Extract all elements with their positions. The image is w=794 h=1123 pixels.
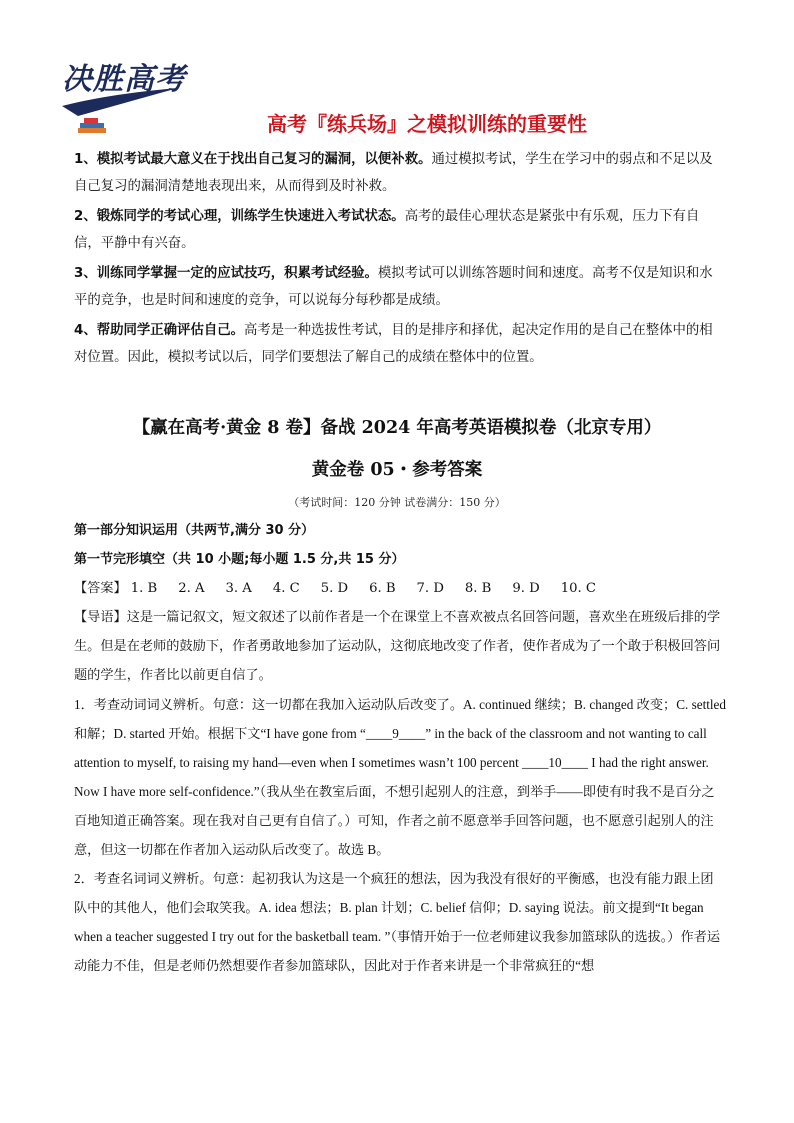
explanation-q1: 1．考查动词词义辨析。句意：这一切都在我加入运动队后改变了。A. continued 继续；B. changed 改变；C. settled 和解；D. started 开始。根据下文“I have gone from “____9____” in the back of the classroom and not wanting to call attention to myself, to raising my hand—even when I sometimes wasn’t 100 percent ____10____ I had the right answer. Now I have more self-confidence.”（我从坐在教室后面，不想引起别人的注意，到举手——即使有时我不是百分之百地知道正确答案。现在我对自己更有自信了。）可知，作者之前不愿意举手回答问题，也不愿意引起别人的注意，但这一切都在作者加入运动队后改变了。故选 B。 [74,697,727,857]
answer-item: 1. B [130,581,158,596]
answer-item: 10. C [560,581,596,596]
answer-item: 8. B [464,581,492,596]
section1-heading: 第一节完形填空（共 10 小题;每小题 1.5 分,共 15 分） [74,552,405,567]
answer-item: 3. A [225,581,252,596]
answer-item: 7. D [416,581,444,596]
paper-title: 【赢在高考·黄金 8 卷】备战 2024 年高考英语模拟卷（北京专用） [132,418,662,438]
intro-item: 3、训练同学掌握一定的应试技巧，积累考试经验。模拟考试可以训练答题时间和速度。高考不仅是知识和水平的竞争，也是时间和速度的竞争，可以说每分每秒都是成绩。 [74,266,713,308]
answer-key [74,574,726,603]
intro-item: 4、帮助同学正确评估自己。高考是一种选拔性考试，目的是排序和择优，起决定作用的是自己在整体中的相对位置。因此，模拟考试以后，同学们要想法了解自己的成绩在整体中的位置。 [74,323,713,365]
answer-item: 2. A [178,581,205,596]
logo-text: 决胜高考 [62,62,186,97]
intro-item: 2、锻炼同学的考试心理，训练学生快速进入考试状态。高考的最佳心理状态是紧张中有乐观，压力下有自信，平静中有兴奋。 [74,209,700,251]
guide-paragraph: 【导语】这是一篇记叙文，短文叙述了以前作者是一个在课堂上不喜欢被点名回答问题，喜欢坐在班级后排的学生。但是在老师的鼓励下，作者勇敢地参加了运动队，这彻底地改变了作者，使作者成为了一个敢于积极回答问题的学生，作者比以前更自信了。 [74,610,721,683]
intro-item: 1、模拟考试最大意义在于找出自己复习的漏洞，以便补救。通过模拟考试，学生在学习中的弱点和不足以及自己复习的漏洞清楚地表现出来，从而得到及时补救。 [74,152,713,194]
answer-item: 6. B [369,581,396,596]
answer-key-label: 【答案】 [74,581,127,596]
intro-section [74,146,724,374]
answer-title: 黄金卷 05・参考答案 [311,460,483,480]
answer-body [74,516,726,980]
explanation-q2: 2．考查名词词义辨析。句意：起初我认为这是一个疯狂的想法，因为我没有很好的平衡感，也没有能力跟上团队中的其他人，他们会取笑我。A. idea 想法；B. plan 计划；C. belief 信仰；D. saying 说法。前文提到“It began when a teacher suggested I try out for the basketball team. ”（事情开始于一位老师建议我参加篮球队的选拔。）作者运动能力不佳，但是老师仍然想要作者参加篮球队，因此对于作者来讲是一个非常疯狂的“想 [74,871,721,973]
answer-item: 4. C [272,581,300,596]
exam-info: （考试时间：120 分钟 试卷满分：150 分） [288,496,506,509]
answer-item: 9. D [512,581,540,596]
banner-title: 高考『练兵场』之模拟训练的重要性 [267,112,587,136]
part1-heading: 第一部分知识运用（共两节,满分 30 分） [74,523,315,538]
answer-item: 5. D [320,581,349,596]
